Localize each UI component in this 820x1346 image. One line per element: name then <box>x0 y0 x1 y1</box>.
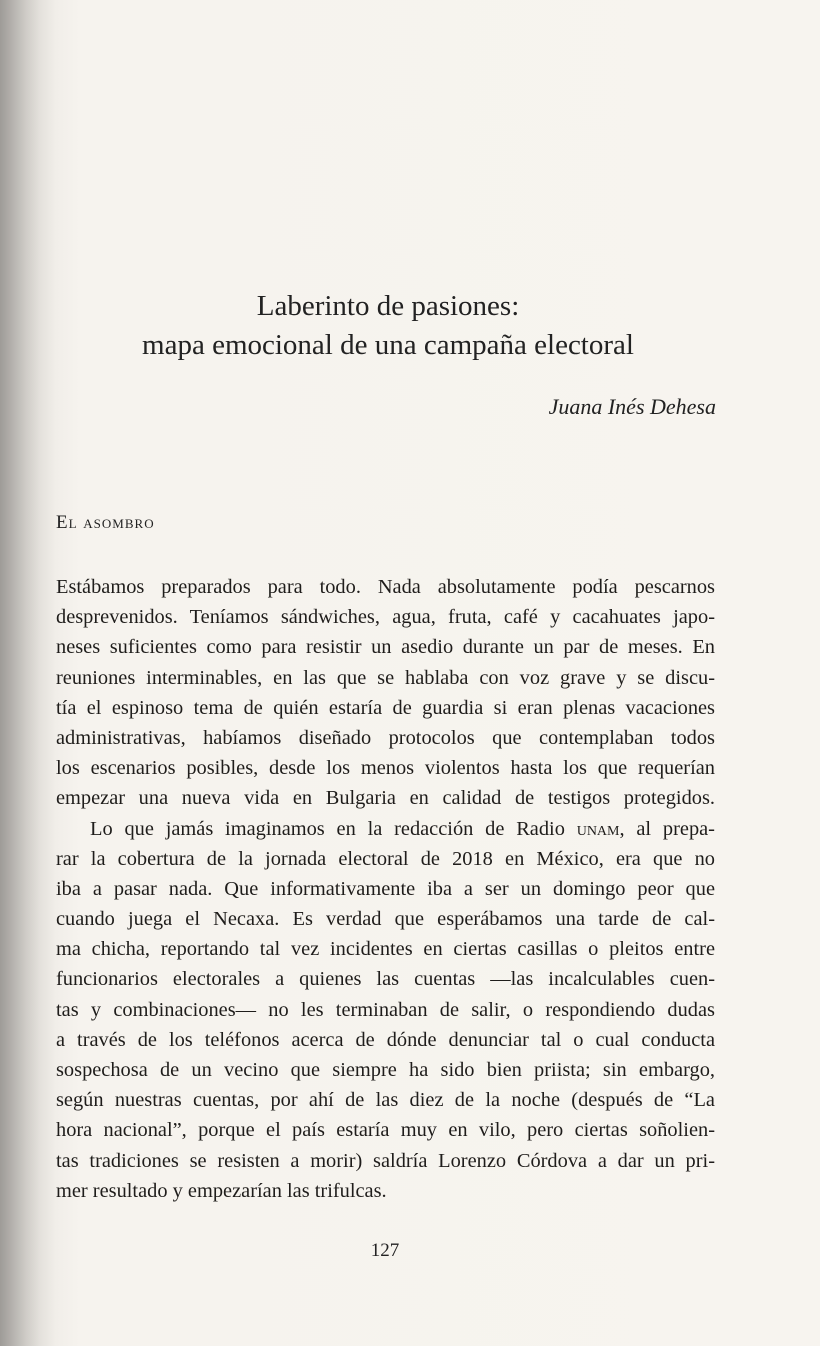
page-number: 127 <box>370 1240 400 1261</box>
paragraph-1-line: Estábamos preparados para todo. Nada absolutamente podía pescarnos <box>56 576 715 598</box>
paragraph-2-line: iba a pasar nada. Que informativamente iba a ser un domingo peor que <box>56 877 715 900</box>
paragraph-2-line: cuando juega el Necaxa. Es verdad que esperábamos una tarde de cal- <box>56 908 715 931</box>
paragraph-2-line: a través de los teléfonos acerca de dónde denunciar tal o cual conducta <box>56 1028 715 1051</box>
paragraph-2-line: tas y combinaciones— no les terminaban de salir, o respondiendo dudas <box>56 998 715 1021</box>
paragraph-2-line: ma chicha, reportando tal vez incidentes en ciertas casillas o pleitos entre <box>56 938 715 961</box>
paragraph-2-line: tas tradiciones se resisten a morir) saldría Lorenzo Córdova a dar un pri- <box>56 1149 715 1172</box>
paragraph-1-line: desprevenidos. Teníamos sándwiches, agua, fruta, café y cacahuates japo- <box>56 606 715 629</box>
paragraph-2-line: sospechosa de un vecino que siempre ha sido bien priista; sin embargo, <box>56 1059 715 1081</box>
chapter-title-line-1: Laberinto de pasiones: <box>256 290 520 322</box>
paragraph-1-line: empezar una nueva vida en Bulgaria en calidad de testigos protegidos. <box>56 787 715 810</box>
paragraph-1-line: administrativas, habíamos diseñado protocolos que contemplaban todos <box>56 726 715 749</box>
chapter-title-line-2: mapa emocional de una campaña electoral <box>142 329 634 361</box>
chapter-author: Juana Inés Dehesa <box>548 394 716 419</box>
paragraph-1-line: los escenarios posibles, desde los menos violentos hasta los que requerían <box>56 757 715 780</box>
body-text <box>56 572 715 1206</box>
paragraph-2-text: Lo que jamás imaginamos en la redacción de Radio <box>90 817 577 840</box>
paragraph-2-line: funcionarios electorales a quienes las cuentas —las incalculables cuen- <box>56 968 715 991</box>
paragraph-2-text: , al prepa- <box>619 817 715 840</box>
paragraph-2-line: hora nacional”, porque el país estaría muy en vilo, pero ciertas soñolien- <box>56 1119 715 1142</box>
paragraph-1-line: neses suficientes como para resistir un asedio durante un par de meses. En <box>56 636 715 659</box>
section-heading: El asombro <box>56 512 155 533</box>
paragraph-2-first-line <box>56 814 715 844</box>
paragraph-2-line: rar la cobertura de la jornada electoral de 2018 en México, era que no <box>56 847 715 870</box>
paragraph-2-line: según nuestras cuentas, por ahí de las diez de la noche (después de “La <box>56 1089 715 1112</box>
paragraph-2-line: mer resultado y empezarían las trifulcas. <box>56 1179 387 1202</box>
acronym-unam: unam <box>576 817 620 840</box>
paragraph-1-line: reuniones interminables, en las que se hablaba con voz grave y se discu- <box>56 666 715 689</box>
paragraph-1-line: tía el espinoso tema de quién estaría de guardia si eran plenas vacaciones <box>56 696 715 719</box>
